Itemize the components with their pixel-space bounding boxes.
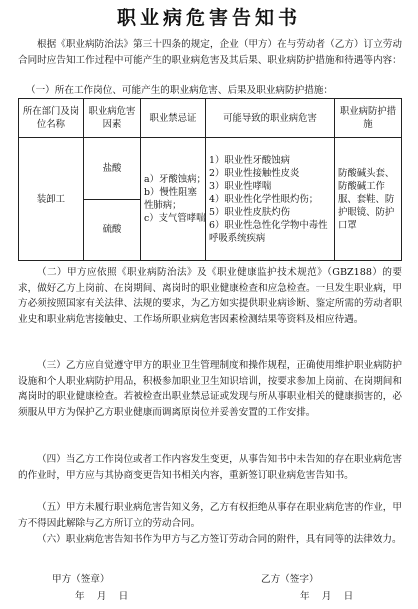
header-protection: 职业病防护措施 (335, 99, 402, 138)
cell-contraindications (141, 138, 206, 261)
disease-item: 6）职业性急性化学物中毒性呼吸系统疾病 (209, 219, 328, 244)
paragraph-3: （三）乙方应自觉遵守甲方的职业卫生管理制度和操作规程，正确使用维护职业病防护设施和个人职业病防护用品，积极参加职业卫生知识培训，按要求参加上岗前、在岗期间和离岗时的职业健康检查。若被检查出职业禁忌证或发现与所从事职业相关的健康损害的，必须服从甲方为保护乙方职业健康而调离原岗位并妥善安置的工作安排。 (18, 360, 402, 418)
document-title: 职业病危害告知书 (116, 7, 301, 29)
header-possible-disease: 可能导致的职业病危害 (206, 99, 335, 138)
contraindication-item: a）牙酸蚀病； (144, 174, 206, 185)
section-1-heading: （一）所在工作岗位、可能产生的职业病危害、后果及职业病防护措施： (26, 85, 333, 96)
paragraph-5: （五）甲方未履行职业病危害告知义务，乙方有权拒绝从事存在职业病危害的作业，甲方不得因此解除与乙方所订立的劳动合同。 (18, 502, 402, 529)
intro-paragraph: 根据《职业病防治法》第三十四条的规定，企业（甲方）在与劳动者（乙方）订立劳动合同时应告知工作过程中可能产生的职业病危害及其后果、职业病防护措施和待遇等内容： (18, 39, 402, 66)
disease-item: 5）职业性皮肤灼伤 (209, 206, 290, 218)
cell-hazard-hydrochloric-acid: 盐酸 (84, 138, 141, 200)
disease-item: 3）职业性哮喘 (209, 180, 272, 192)
header-department: 所在部门及岗位名称 (19, 99, 84, 138)
header-contraindication: 职业禁忌证 (141, 99, 206, 138)
disease-item: 2）职业性接触性皮炎 (209, 167, 300, 179)
paragraph-2: （二）甲方应依照《职业病防治法》及《职业健康监护技术规范》（GBZ188）的要求，做好乙方上岗前、在岗期间、离岗时的职业健康检查和应急检查。一旦发生职业病，甲方必须按照国家有关法律、法规的要求，为乙方如实提供职业病诊断、鉴定所需的劳动者职业史和职业病危害接触史、工作场所职业病危害因素检测结果等资料及相应待遇。 (18, 267, 402, 325)
table-header-row (19, 99, 402, 138)
cell-department: 装卸工 (19, 138, 84, 261)
cell-hazard-sulfuric-acid: 硫酸 (84, 199, 141, 261)
contraindication-item: b）慢性阻塞性肺病； (144, 187, 197, 211)
disease-item: 4）职业性化学性眼灼伤； (209, 193, 319, 205)
party-a-signature-label: 甲方（签章） (52, 574, 110, 585)
hazard-table (18, 98, 402, 261)
cell-protection-measures: 防酸碱头套、防酸碱工作服、套鞋、防护眼镜、防护口罩 (335, 138, 402, 261)
contraindication-item: c）支气管哮喘 (144, 213, 206, 224)
header-hazard-factor: 职业病危害因素 (84, 99, 141, 138)
disease-item: 1）职业性牙酸蚀病 (209, 154, 290, 166)
cell-diseases (206, 138, 335, 261)
paragraph-4: （四）当乙方工作岗位或者工作内容发生变更，从事告知书中未告知的存在职业病危害的作业时，甲方应与其协商变更告知书相关内容，重新签订职业病危害告知书。 (18, 454, 402, 481)
party-b-date: 年 月 日 (300, 591, 354, 602)
paragraph-6: （六）职业病危害告知书作为甲方与乙方签订劳动合同的附件，具有同等的法律效力。 (37, 534, 402, 545)
party-a-date: 年 月 日 (75, 591, 129, 602)
party-b-signature-label: 乙方（签字） (261, 574, 319, 585)
table-row (19, 138, 402, 200)
